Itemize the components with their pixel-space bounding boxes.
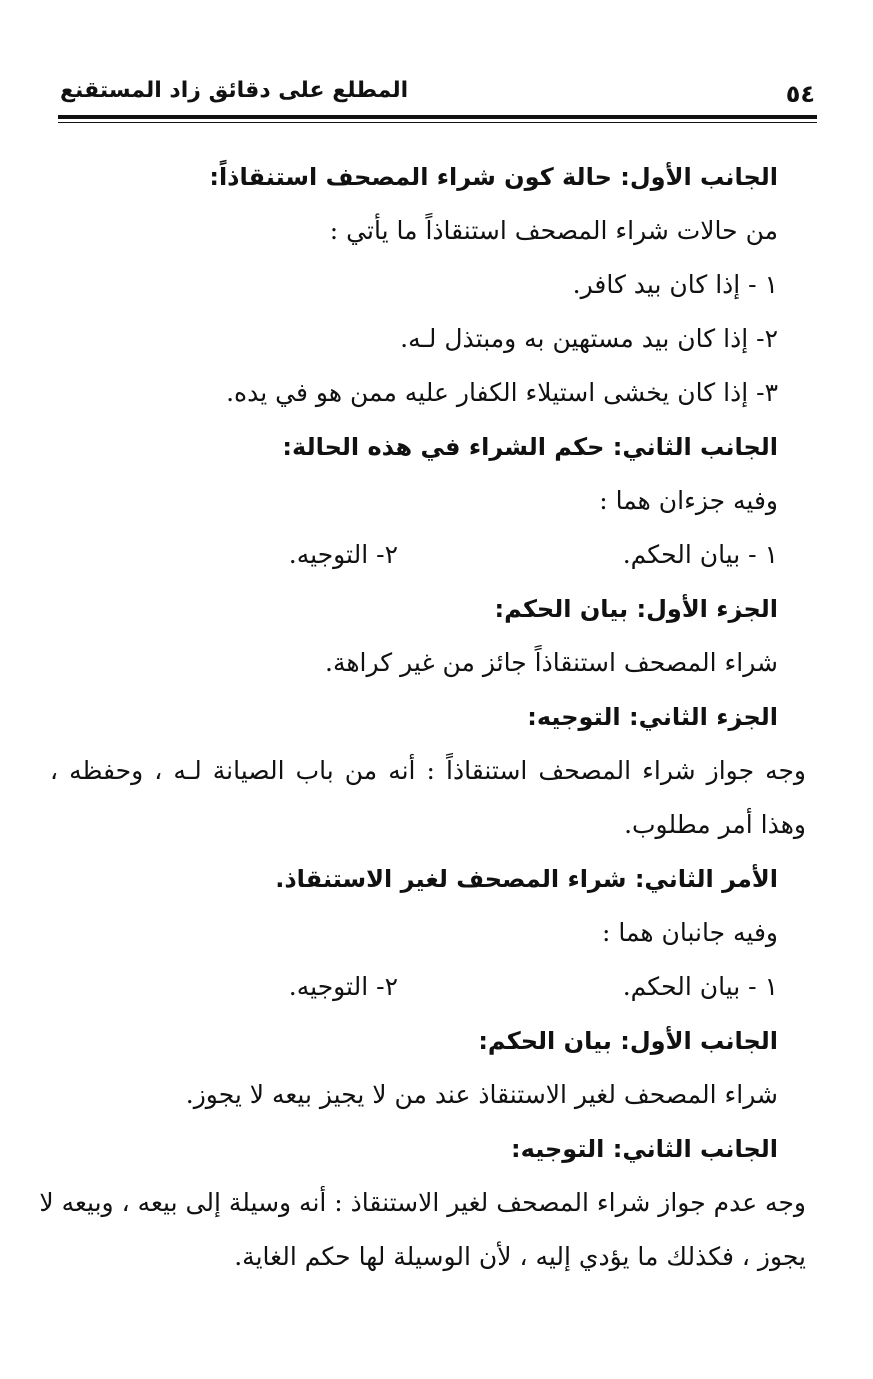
header-rule-thin	[58, 122, 817, 123]
subheading-part-one: الجزء الأول: بيان الحكم:	[494, 595, 778, 623]
list-item-2: ٢- إذا كان بيد مستهين به ومبتذل لـه.	[400, 324, 778, 353]
two-column-list	[50, 528, 778, 582]
running-title: المطلع على دقائق زاد المستقنع	[60, 78, 409, 103]
paragraph-line: وفيه جانبان هما :	[601, 918, 778, 947]
paragraph-line: وجه جواز شراء المصحف استنقاذاً : أنه من باب الصيانة لـه ، وحفظه ،	[50, 756, 806, 785]
paragraph-line: وفيه جزءان هما :	[599, 486, 778, 515]
paragraph-line: وجه عدم جواز شراء المصحف لغير الاستنقاذ : أنه وسيلة إلى بيعه ، وبيعه لا	[39, 1188, 806, 1217]
subheading-first-aspect: الجانب الأول: بيان الحكم:	[478, 1027, 778, 1055]
header-rule-thick	[58, 115, 817, 119]
subheading-first-aspect: الجانب الأول: حالة كون شراء المصحف استنقاذاً:	[209, 163, 778, 191]
list-item-1: ١ - إذا كان بيد كافر.	[572, 270, 778, 299]
paragraph-line: يجوز ، فكذلك ما يؤدي إليه ، لأن الوسيلة لها حكم الغاية.	[234, 1242, 806, 1271]
list-item-ruling: ١ - بيان الحكم.	[622, 972, 778, 1001]
paragraph-line: من حالات شراء المصحف استنقاذاً ما يأتي :	[329, 216, 778, 245]
page-body	[39, 150, 806, 1284]
list-item-justification: ٢- التوجيه.	[288, 972, 398, 1001]
subheading-second-aspect: الجانب الثاني: حكم الشراء في هذه الحالة:	[282, 433, 778, 461]
page-number: ٥٤	[785, 80, 815, 108]
subheading-part-two: الجزء الثاني: التوجيه:	[527, 703, 778, 731]
list-item-justification: ٢- التوجيه.	[288, 540, 398, 569]
two-column-list	[50, 960, 778, 1014]
subheading-second-aspect: الجانب الثاني: التوجيه:	[511, 1135, 778, 1163]
section-heading-second-matter: الأمر الثاني: شراء المصحف لغير الاستنقاذ.	[275, 865, 778, 893]
page-header	[60, 72, 815, 112]
paragraph-line: شراء المصحف استنقاذاً جائز من غير كراهة.	[325, 648, 778, 677]
list-item-ruling: ١ - بيان الحكم.	[622, 540, 778, 569]
list-item-3: ٣- إذا كان يخشى استيلاء الكفار عليه ممن هو في يده.	[226, 378, 778, 407]
paragraph-line: وهذا أمر مطلوب.	[624, 810, 806, 839]
paragraph-line: شراء المصحف لغير الاستنقاذ عند من لا يجيز بيعه لا يجوز.	[185, 1080, 778, 1109]
